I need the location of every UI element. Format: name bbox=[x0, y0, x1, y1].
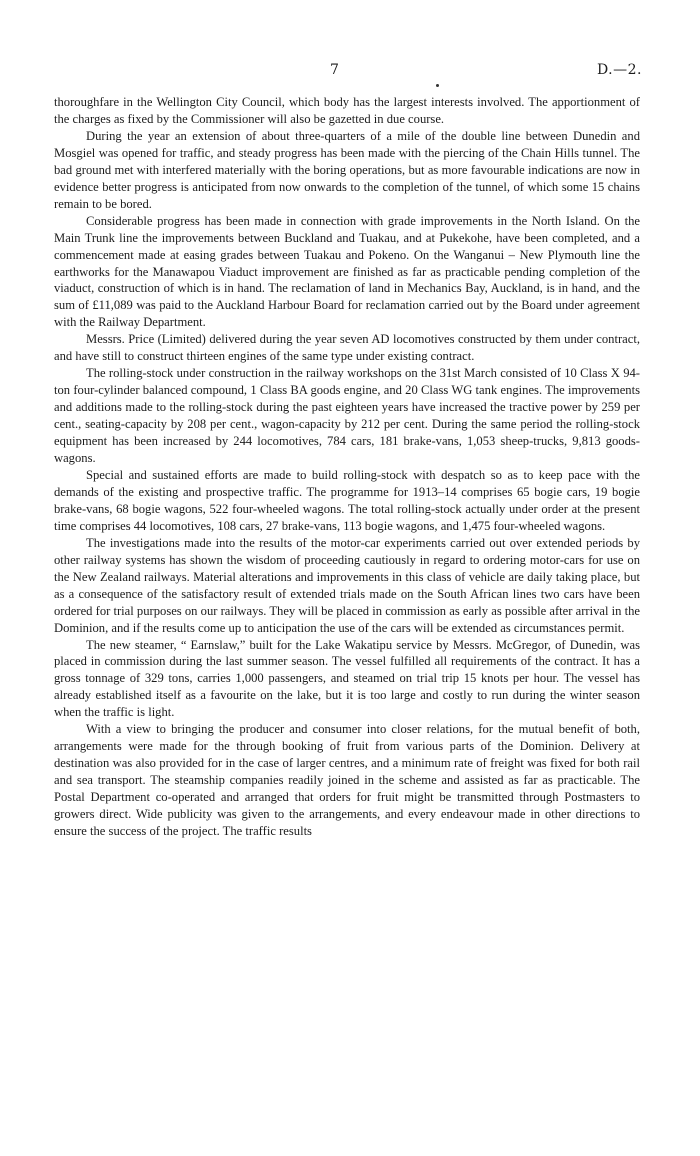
paragraph-3: Considerable progress has been made in connection with grade improvements in the North Island. On the Main Trunk line the improvements between Buckland and Tuakau, and at Pukekohe, have been completed, and a commencement made at easing grades between Tuakau and Pokeno. On the Wanganui – New Plymouth line the earthworks for the Manawapou Viaduct improvement are finished as far as practicable pending completion of the viaduct, construction of which is in hand. The reclamation of land in Mechanics Bay, Auckland, is in hand, and the sum of £11,089 was paid to the Auckland Harbour Board for reclamation carried out by the Board under agreement with the Railway Department. bbox=[54, 213, 640, 330]
paragraph-9: With a view to bringing the producer and consumer into closer relations, for the mutual benefit of both, arrangements were made for the through booking of fruit from various parts of the Dominion. Delivery at destination was also provided for in the case of larger centres, and a minimum rate of freight was fixed for both rail and sea transport. The steamship companies readily joined in the scheme and assisted as far as practicable. The Postal Department co-operated and arranged that orders for fruit might be transmitted through Postmasters to growers direct. Wide publicity was given to the arrangements, and every endeavour made in other directions to ensure the success of the project. The traffic results bbox=[54, 722, 640, 838]
paragraph-4: Messrs. Price (Limited) delivered during the year seven AD locomotives constructed by them under contract, and have still to construct thirteen engines of the same type under existing contract. bbox=[54, 332, 640, 364]
ink-dot bbox=[436, 84, 439, 87]
page-header bbox=[0, 62, 700, 82]
page-number: 7 bbox=[330, 62, 339, 78]
paragraph-7: The investigations made into the results of the motor-car experiments carried out over extended periods by other railway systems has shown the wisdom of proceeding cautiously in regard to ordering motor-cars for use on the New Zealand railways. Material alterations and improvements in this class of vehicle are daily taking place, but as a consequence of the satisfactory result of extended trials made on the South African lines two cars have been ordered for trial purposes on our railways. They will be placed in commission as early as possible after arrival in the Dominion, and if the results come up to anticipation the use of the cars will be extended as circumstances permit. bbox=[54, 535, 640, 635]
document-reference: D.—2. bbox=[596, 62, 642, 78]
paragraph-6: Special and sustained efforts are made to build rolling-stock with despatch so as to keep pace with the demands of the existing and prospective traffic. The programme for 1913–14 comprises 65 bogie cars, 19 bogie brake-vans, 68 bogie wagons, 522 four-wheeled wagons. The total rolling-stock actually under order at the present time comprises 44 locomotives, 108 cars, 27 brake-vans, 113 bogie wagons, and 1,475 four-wheeled wagons. bbox=[54, 467, 640, 533]
paragraph-2: During the year an extension of about three-quarters of a mile of the double line between Dunedin and Mosgiel was opened for traffic, and steady progress has been made with the piercing of the Chain Hills tunnel. The bad ground met with interfered materially with the boring operations, but as more favourable indications are now in evidence better progress is anticipated from now onwards to the completion of the tunnel, of which some 15 chains remain to be bored. bbox=[54, 128, 640, 211]
paragraph-5: The rolling-stock under construction in the railway workshops on the 31st March consisted of 10 Class X 94-ton four-cylinder balanced compound, 1 Class BA goods engine, and 20 Class WG tank engines. The improvements and additions made to the rolling-stock during the past eighteen years have increased the tractive power by 259 per cent., seating-capacity by 208 per cent., wagon-capacity by 212 per cent. During the same period the rolling-stock equipment has been increased by 244 locomotives, 784 cars, 181 brake-vans, 1,053 sheep-trucks, 9,813 goods-wagons. bbox=[54, 366, 640, 466]
paragraph-8: The new steamer, “ Earnslaw,” built for the Lake Wakatipu service by Messrs. McGregor, of Dunedin, was placed in commission during the last summer season. The vessel fulfilled all requirements of the contract. It has a gross tonnage of 329 tons, carries 1,000 passengers, and steamed on trial trip 15 knots per hour. The vessel has already established itself as a favourite on the lake, but it is too large and costly to run during the winter season when the traffic is light. bbox=[54, 637, 640, 720]
paragraph-1: thoroughfare in the Wellington City Council, which body has the largest interests involved. The apportionment of the charges as fixed by the Commissioner will also be gazetted in due course. bbox=[54, 95, 640, 126]
body-text bbox=[54, 94, 640, 840]
